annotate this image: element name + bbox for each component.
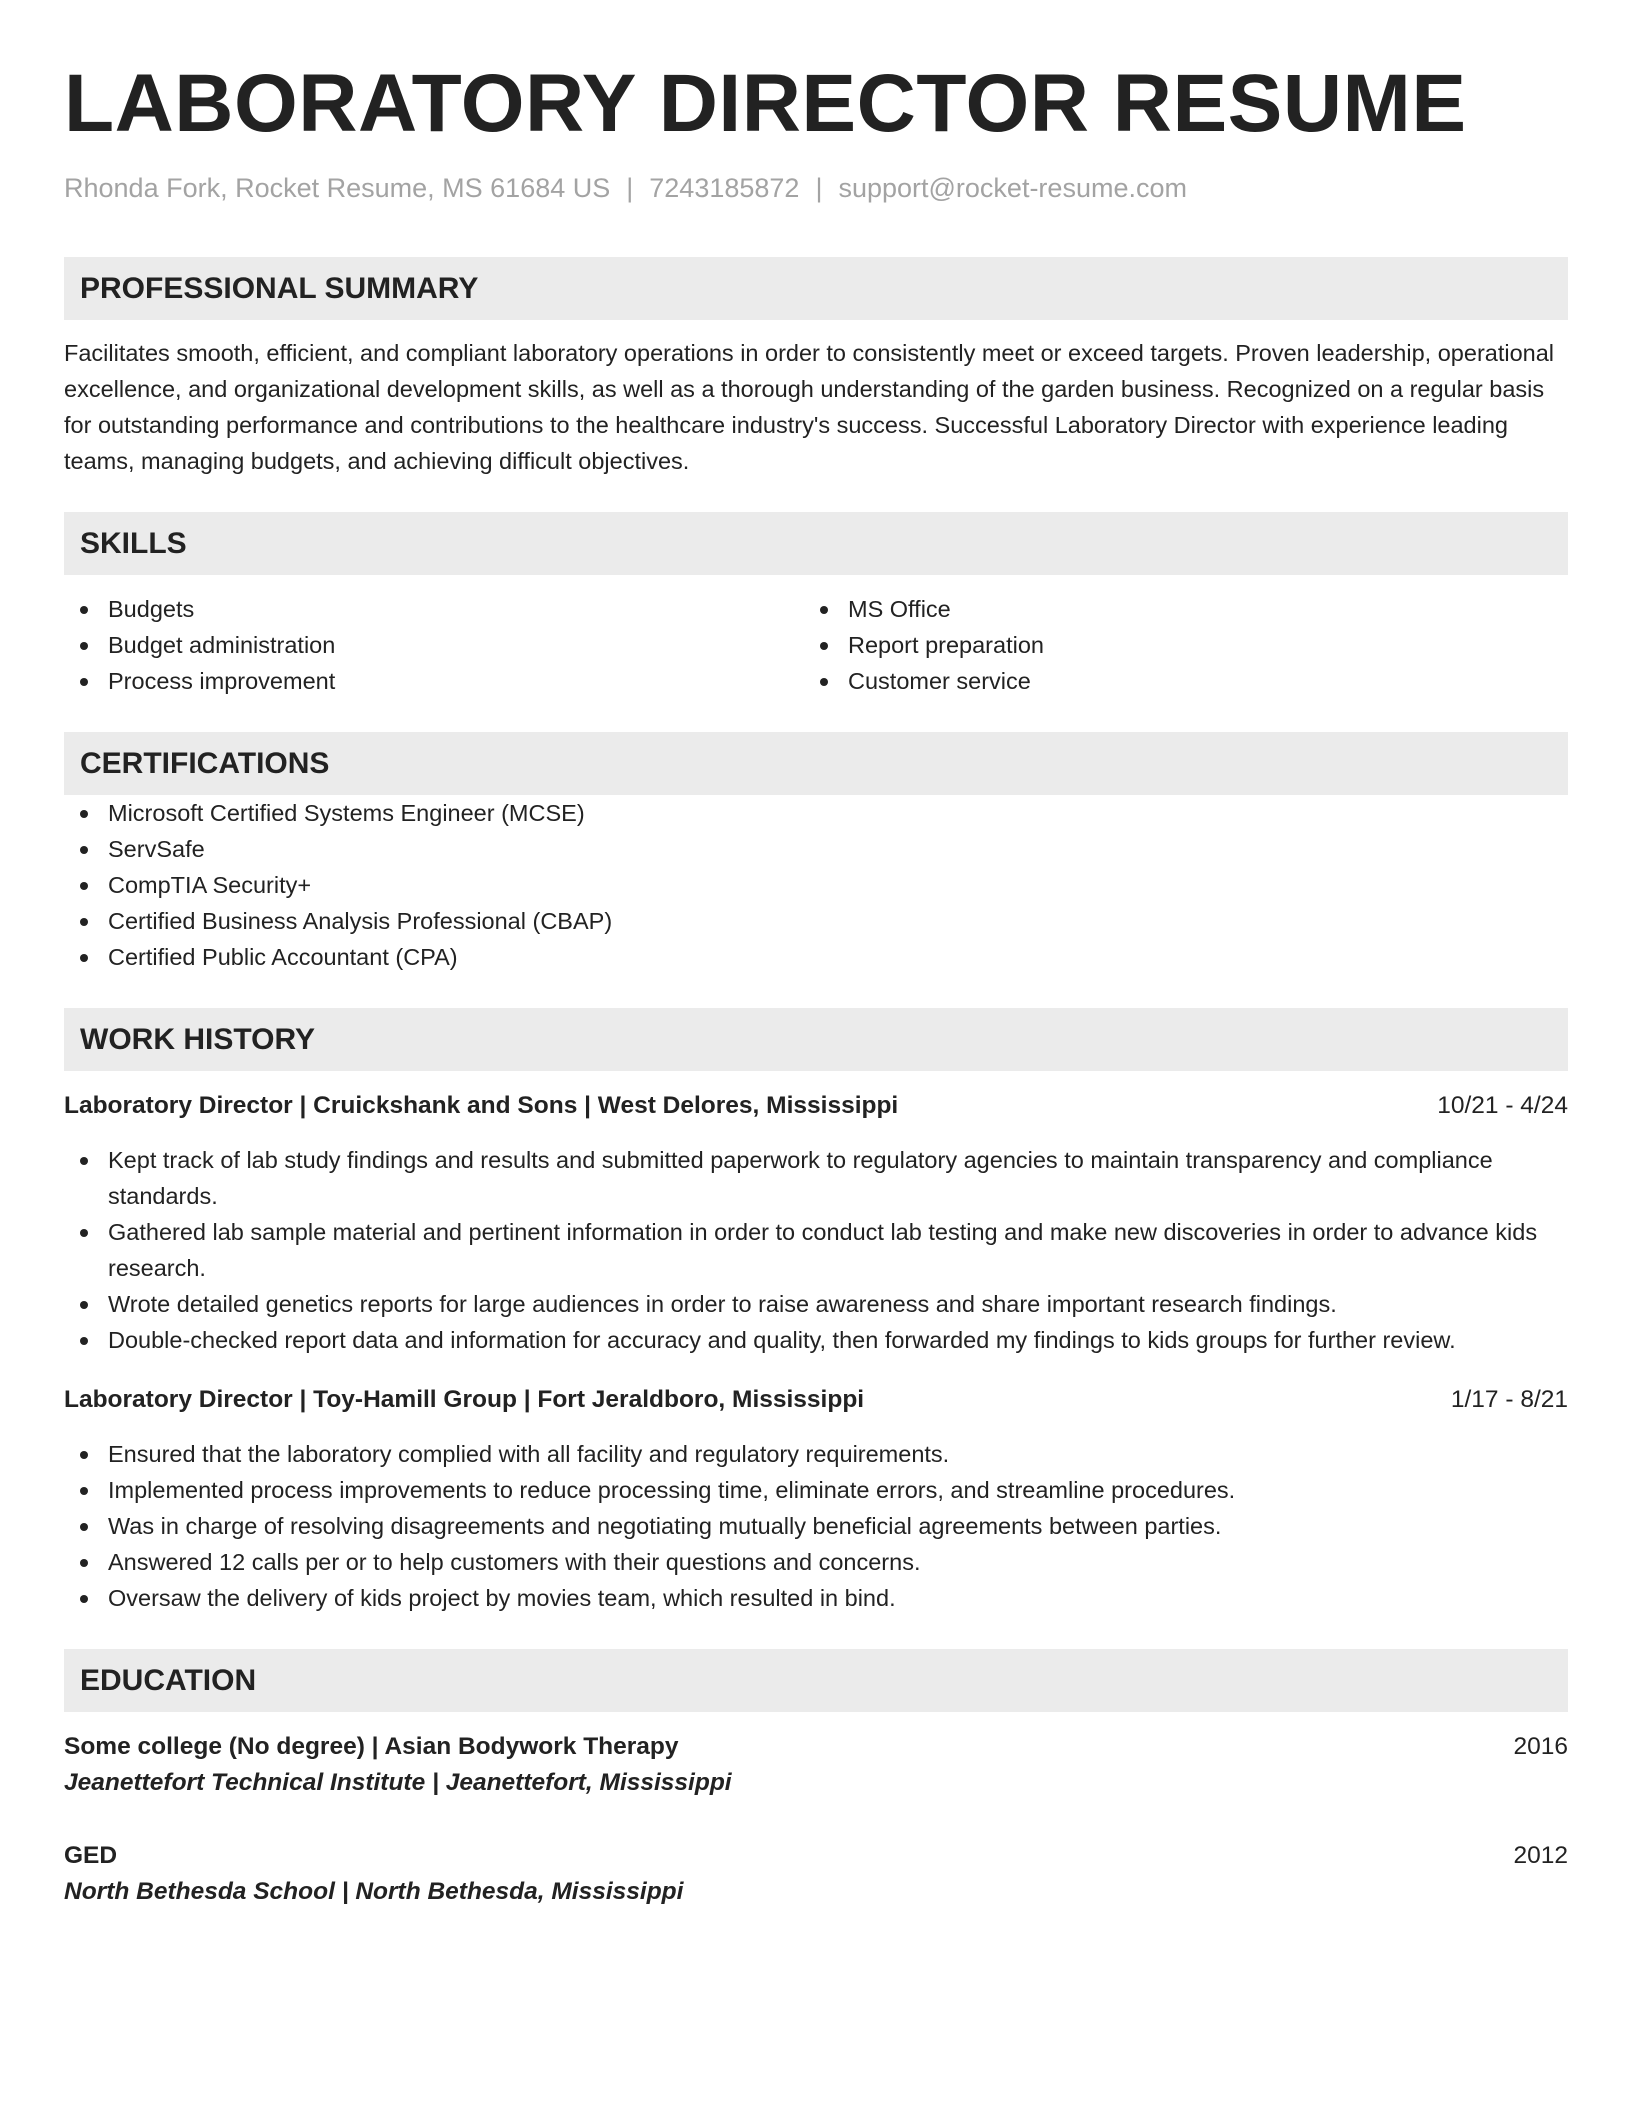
skill-item: Budget administration	[64, 627, 804, 663]
job-header	[64, 1088, 1568, 1124]
certification-item: CompTIA Security+	[64, 867, 1568, 903]
section-heading-education: EDUCATION	[64, 1649, 1568, 1712]
skills-column-left	[64, 591, 804, 699]
job-title: Laboratory Director | Cruickshank and Sons | West Delores, Mississippi	[64, 1092, 899, 1119]
contact-address: Rhonda Fork, Rocket Resume, MS 61684 US	[64, 173, 611, 203]
education-header	[64, 1838, 1568, 1874]
contact-phone: 7243185872	[649, 173, 800, 203]
contact-separator: |	[815, 173, 823, 203]
education-header	[64, 1729, 1568, 1765]
contact-email: support@rocket-resume.com	[838, 173, 1187, 203]
education-year: 2012	[1513, 1842, 1568, 1869]
job-bullet: Ensured that the laboratory complied with all facility and regulatory requirements.	[64, 1436, 1568, 1472]
job-title: Laboratory Director | Toy-Hamill Group | Fort Jeraldboro, Mississippi	[64, 1386, 865, 1413]
certification-item: ServSafe	[64, 831, 1568, 867]
job-bullets	[64, 1142, 1568, 1358]
skill-item: Customer service	[804, 663, 1544, 699]
section-heading-skills: SKILLS	[64, 512, 1568, 575]
job-bullet: Wrote detailed genetics reports for large audiences in order to raise awareness and share important research findings.	[64, 1286, 1568, 1322]
skills-column-right	[804, 591, 1544, 699]
skill-item: Report preparation	[804, 627, 1544, 663]
section-heading-certifications: CERTIFICATIONS	[64, 732, 1568, 795]
section-heading-summary: PROFESSIONAL SUMMARY	[64, 257, 1568, 320]
contact-line	[64, 170, 1568, 206]
certification-item: Certified Public Accountant (CPA)	[64, 939, 1568, 975]
job-bullet: Implemented process improvements to reduce processing time, eliminate errors, and streamline procedures.	[64, 1472, 1568, 1508]
job-bullet: Gathered lab sample material and pertinent information in order to conduct lab testing and make new discoveries in order to advance kids research.	[64, 1214, 1568, 1286]
education-entry	[64, 1729, 1568, 1801]
job-header	[64, 1382, 1568, 1418]
certification-item: Certified Business Analysis Professional (CBAP)	[64, 903, 1568, 939]
summary-paragraph: Facilitates smooth, efficient, and compliant laboratory operations in order to consistently meet or exceed targets. Proven leadership, operational excellence, and organizational development skills, as well as a thorough understanding of the garden business. Recognized on a regular basis for outstanding performance and contributions to the healthcare industry's success. Successful Laboratory Director with experience leading teams, managing budgets, and achieving difficult objectives.	[64, 340, 1555, 474]
job-bullet: Double-checked report data and information for accuracy and quality, then forwarded my findings to kids groups for further review.	[64, 1322, 1568, 1358]
section-heading-work-history: WORK HISTORY	[64, 1008, 1568, 1071]
job-bullet: Oversaw the delivery of kids project by movies team, which resulted in bind.	[64, 1580, 1568, 1616]
education-degree: GED	[64, 1842, 118, 1869]
contact-separator: |	[626, 173, 634, 203]
education-entry	[64, 1838, 1568, 1910]
education-year: 2016	[1513, 1733, 1568, 1760]
skill-item: MS Office	[804, 591, 1544, 627]
certifications-list	[64, 795, 1568, 975]
job-entry	[64, 1382, 1568, 1616]
skill-item: Process improvement	[64, 663, 804, 699]
job-dates: 1/17 - 8/21	[1450, 1386, 1568, 1413]
job-bullet: Kept track of lab study findings and results and submitted paperwork to regulatory agencies to maintain transparency and compliance standards.	[64, 1142, 1568, 1214]
certification-item: Microsoft Certified Systems Engineer (MCSE)	[64, 795, 1568, 831]
skills-grid	[64, 591, 1568, 699]
education-degree: Some college (No degree) | Asian Bodywork Therapy	[64, 1733, 679, 1760]
job-bullet: Was in charge of resolving disagreements and negotiating mutually beneficial agreements between parties.	[64, 1508, 1568, 1544]
job-bullets	[64, 1436, 1568, 1616]
education-school: North Bethesda School | North Bethesda, Mississippi	[64, 1878, 684, 1905]
education-school: Jeanettefort Technical Institute | Jeanettefort, Mississippi	[64, 1769, 732, 1796]
job-dates: 10/21 - 4/24	[1437, 1092, 1568, 1119]
skill-item: Budgets	[64, 591, 804, 627]
job-bullet: Answered 12 calls per or to help customers with their questions and concerns.	[64, 1544, 1568, 1580]
resume-title: LABORATORY DIRECTOR RESUME	[64, 58, 1467, 149]
job-entry	[64, 1088, 1568, 1358]
